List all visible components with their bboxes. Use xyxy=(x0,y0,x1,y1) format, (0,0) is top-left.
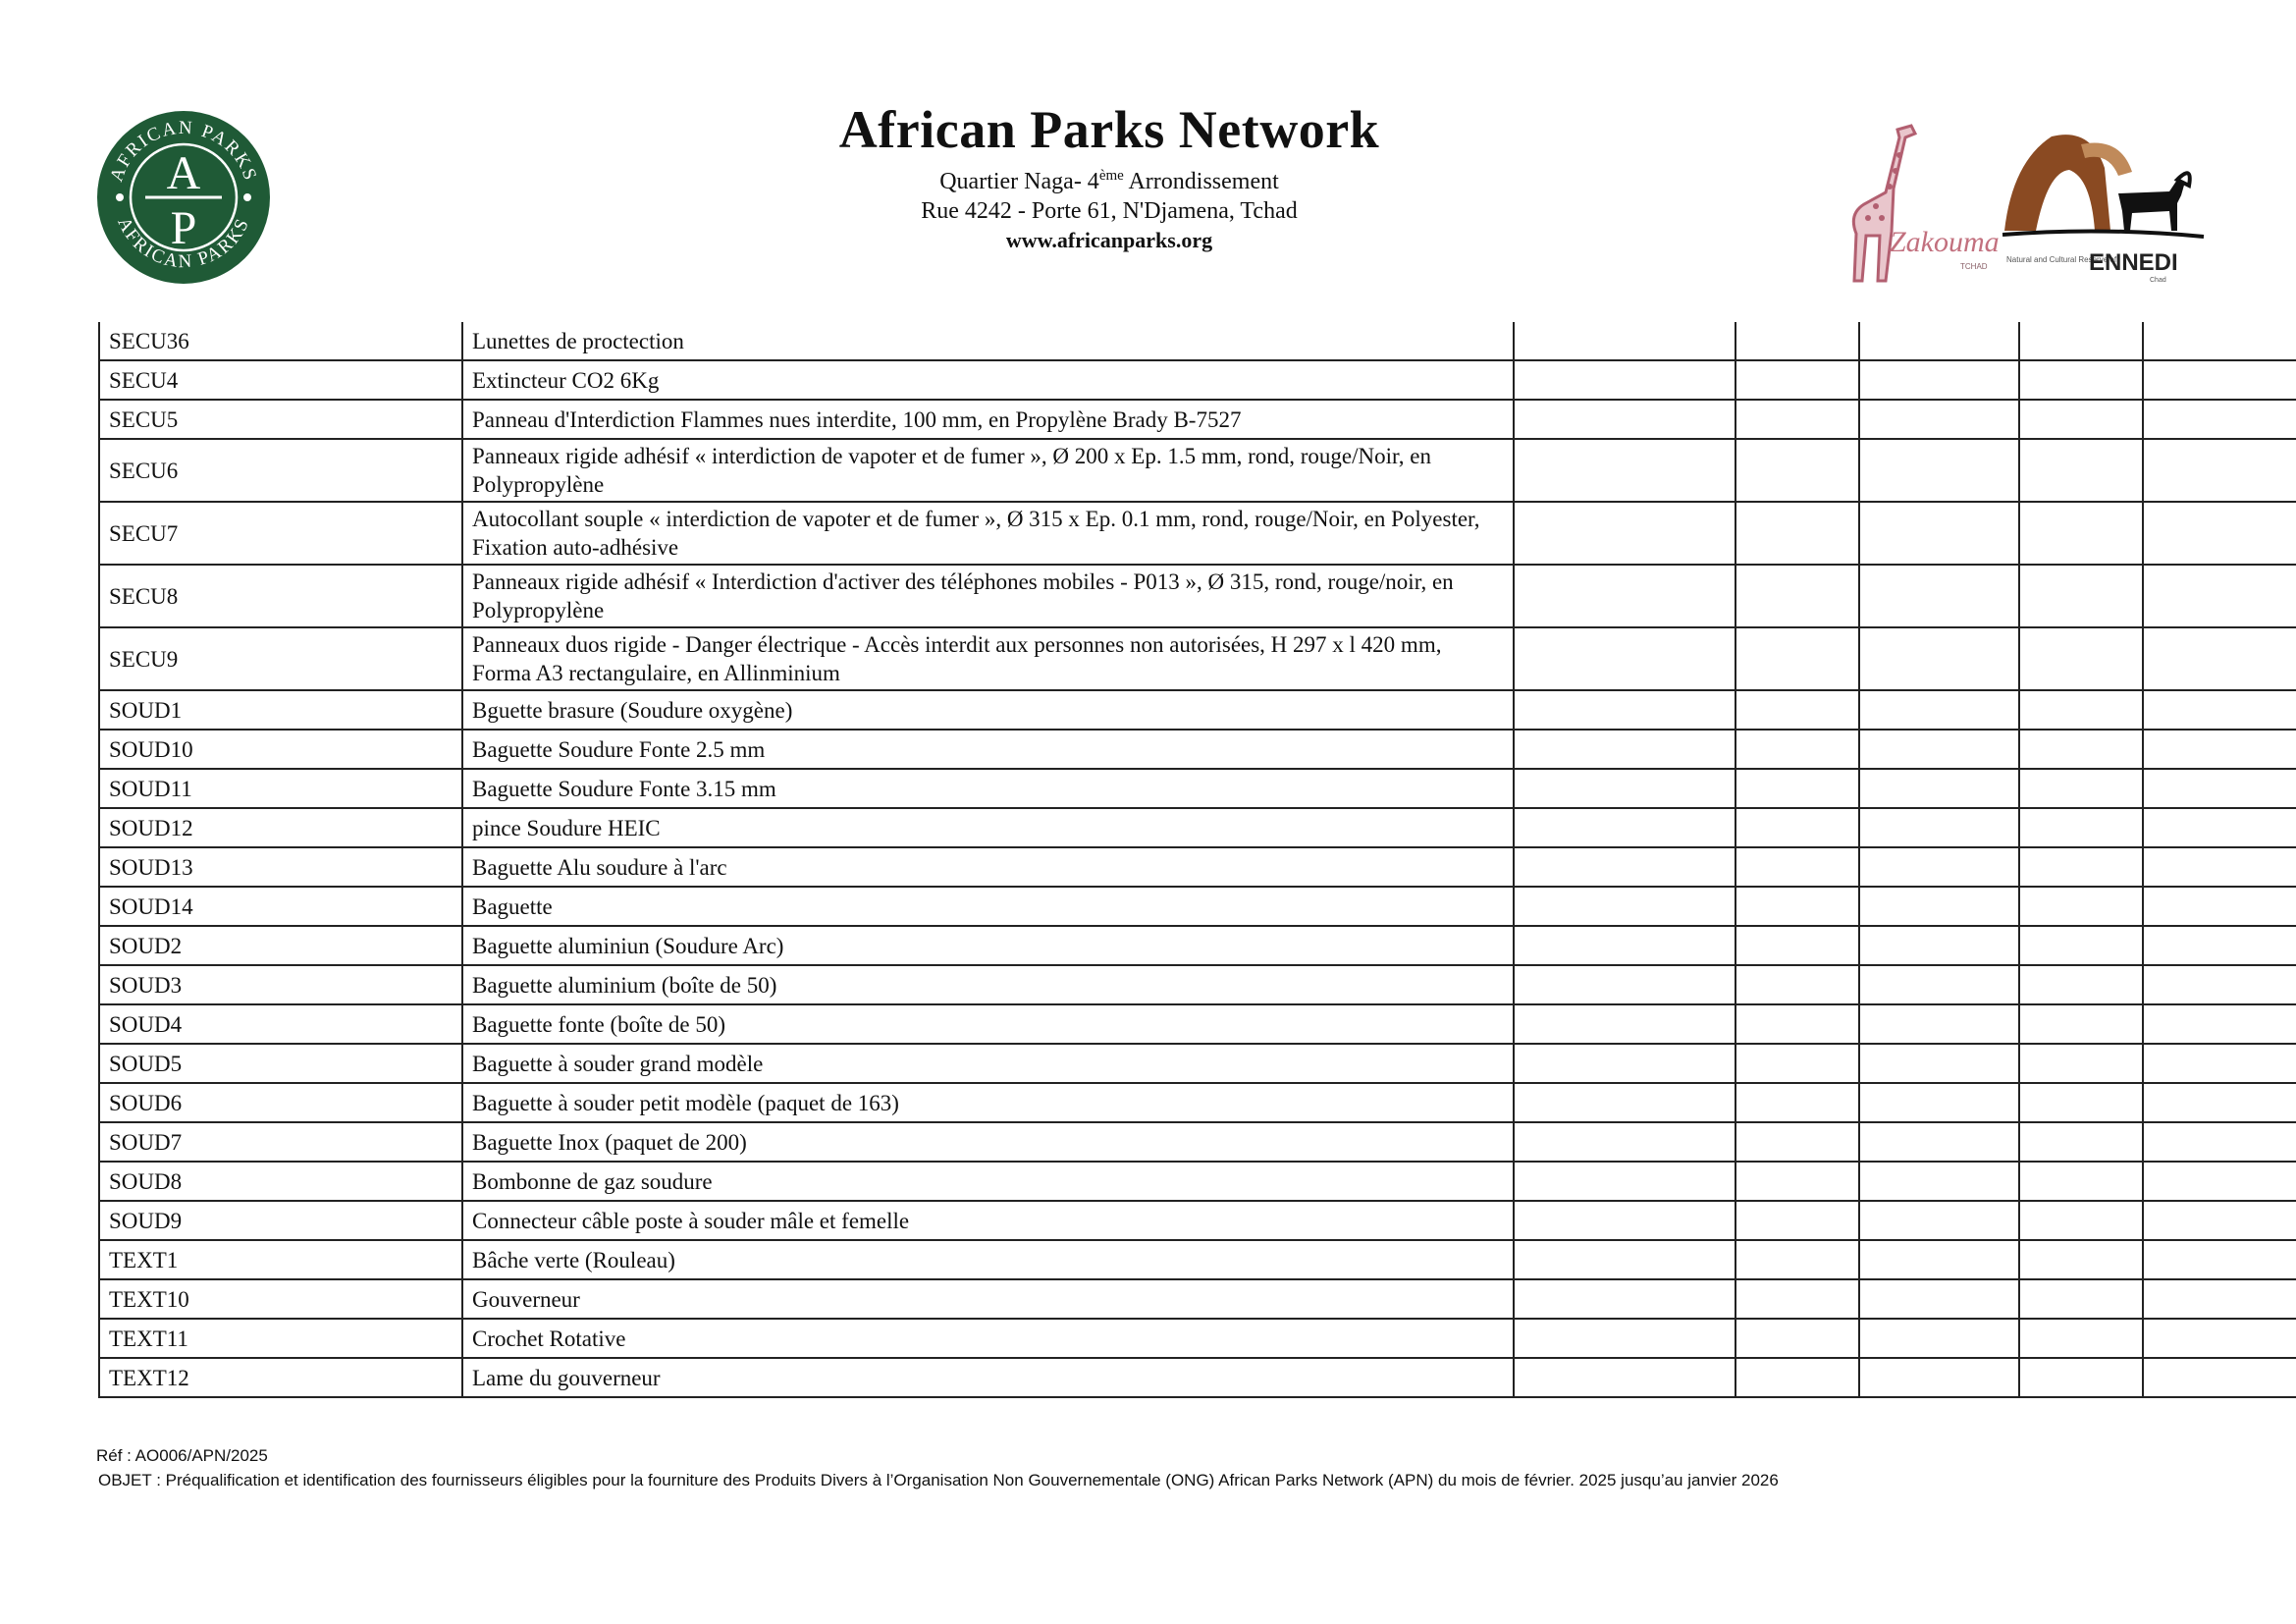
empty-cell xyxy=(2019,360,2143,400)
empty-cell xyxy=(1859,1122,2019,1162)
empty-cell xyxy=(2019,1004,2143,1044)
table-row xyxy=(99,1162,2296,1201)
empty-cell xyxy=(1859,360,2019,400)
item-code: SOUD3 xyxy=(99,965,462,1004)
item-code: SOUD11 xyxy=(99,769,462,808)
table-row xyxy=(99,1083,2296,1122)
empty-cell xyxy=(1735,769,1859,808)
empty-cell xyxy=(2143,1044,2296,1083)
empty-cell xyxy=(1514,926,1735,965)
empty-cell xyxy=(2019,926,2143,965)
table-row xyxy=(99,1201,2296,1240)
item-description: Baguette Alu soudure à l'arc xyxy=(462,847,1514,887)
empty-cell xyxy=(1859,400,2019,439)
ennedi-logo xyxy=(2002,133,2209,285)
ennedi-country: Chad xyxy=(2150,277,2166,284)
empty-cell xyxy=(1859,1201,2019,1240)
empty-cell xyxy=(1735,1201,1859,1240)
empty-cell xyxy=(1859,730,2019,769)
item-code: SOUD5 xyxy=(99,1044,462,1083)
empty-cell xyxy=(1859,847,2019,887)
arch-icon xyxy=(2004,135,2132,231)
empty-cell xyxy=(1859,1044,2019,1083)
empty-cell xyxy=(2143,502,2296,565)
table-row xyxy=(99,360,2296,400)
item-description: Baguette aluminium (boîte de 50) xyxy=(462,965,1514,1004)
empty-cell xyxy=(2143,1240,2296,1279)
empty-cell xyxy=(2019,730,2143,769)
empty-cell xyxy=(1859,769,2019,808)
table-row xyxy=(99,1319,2296,1358)
empty-cell xyxy=(2019,690,2143,730)
empty-cell xyxy=(1514,502,1735,565)
item-code: SECU8 xyxy=(99,565,462,627)
empty-cell xyxy=(2019,808,2143,847)
empty-cell xyxy=(2019,502,2143,565)
empty-cell xyxy=(1735,1122,1859,1162)
empty-cell xyxy=(1514,565,1735,627)
empty-cell xyxy=(2019,1240,2143,1279)
item-description: Baguette xyxy=(462,887,1514,926)
empty-cell xyxy=(2143,769,2296,808)
empty-cell xyxy=(2019,322,2143,360)
empty-cell xyxy=(1735,400,1859,439)
logo-ring-text-top: AFRICAN PARKS xyxy=(106,117,261,185)
empty-cell xyxy=(1735,1044,1859,1083)
zakouma-text: Zakouma xyxy=(1890,226,2000,258)
empty-cell xyxy=(2019,1083,2143,1122)
item-description: Bguette brasure (Soudure oxygène) xyxy=(462,690,1514,730)
item-code: SOUD12 xyxy=(99,808,462,847)
item-code: SOUD8 xyxy=(99,1162,462,1201)
item-description: Gouverneur xyxy=(462,1279,1514,1319)
empty-cell xyxy=(1735,1240,1859,1279)
empty-cell xyxy=(1514,887,1735,926)
item-description: Baguette Inox (paquet de 200) xyxy=(462,1122,1514,1162)
item-description: Baguette Soudure Fonte 3.15 mm xyxy=(462,769,1514,808)
item-description: Baguette fonte (boîte de 50) xyxy=(462,1004,1514,1044)
empty-cell xyxy=(1859,887,2019,926)
empty-cell xyxy=(2143,565,2296,627)
empty-cell xyxy=(2019,400,2143,439)
empty-cell xyxy=(1514,400,1735,439)
table-row xyxy=(99,1358,2296,1397)
address-line-1: Quartier Naga- 4ème Arrondissement xyxy=(939,168,1279,194)
empty-cell xyxy=(2019,1279,2143,1319)
empty-cell xyxy=(1735,808,1859,847)
empty-cell xyxy=(1859,808,2019,847)
empty-cell xyxy=(1735,360,1859,400)
empty-cell xyxy=(2019,1044,2143,1083)
item-description: Lame du gouverneur xyxy=(462,1358,1514,1397)
empty-cell xyxy=(1859,690,2019,730)
logo-letter-p: P xyxy=(170,202,197,254)
empty-cell xyxy=(1735,1083,1859,1122)
table-row xyxy=(99,887,2296,926)
objet-text: OBJET : Préqualification et identification des fournisseurs éligibles pour la fourniture des Produits Divers à l’Organisation Non Gouvernementale (ONG) African Parks Network (APN) du mois de février. 2025 jusqu’au janvier 2026 xyxy=(98,1471,1779,1489)
empty-cell xyxy=(1735,690,1859,730)
reference: Réf : AO006/APN/2025 xyxy=(96,1446,268,1465)
empty-cell xyxy=(1859,1240,2019,1279)
empty-cell xyxy=(2019,565,2143,627)
empty-cell xyxy=(1514,439,1735,502)
item-description: Panneaux rigide adhésif « interdiction de vapoter et de fumer », Ø 200 x Ep. 1.5 mm, rond, rouge/Noir, en Polypropylène xyxy=(462,439,1514,502)
empty-cell xyxy=(2143,1083,2296,1122)
empty-cell xyxy=(1514,730,1735,769)
empty-cell xyxy=(2019,627,2143,690)
address-line-2: Rue 4242 - Porte 61, N'Djamena, Tchad xyxy=(921,198,1298,224)
empty-cell xyxy=(1859,1004,2019,1044)
item-description: Extincteur CO2 6Kg xyxy=(462,360,1514,400)
items-table-body xyxy=(99,322,2296,1397)
table-row xyxy=(99,439,2296,502)
empty-cell xyxy=(1514,322,1735,360)
african-parks-logo xyxy=(96,110,271,285)
empty-cell xyxy=(2143,360,2296,400)
item-description: Crochet Rotative xyxy=(462,1319,1514,1358)
item-code: SOUD2 xyxy=(99,926,462,965)
table-row xyxy=(99,690,2296,730)
empty-cell xyxy=(2019,965,2143,1004)
empty-cell xyxy=(1514,965,1735,1004)
table-row xyxy=(99,769,2296,808)
logo-letter-a: A xyxy=(166,147,201,199)
item-code: SECU4 xyxy=(99,360,462,400)
empty-cell xyxy=(2019,1319,2143,1358)
empty-cell xyxy=(2143,690,2296,730)
zakouma-logo xyxy=(1821,116,2002,283)
empty-cell xyxy=(1514,1279,1735,1319)
item-code: SOUD4 xyxy=(99,1004,462,1044)
empty-cell xyxy=(1514,847,1735,887)
empty-cell xyxy=(2143,1004,2296,1044)
item-description: pince Soudure HEIC xyxy=(462,808,1514,847)
empty-cell xyxy=(1735,439,1859,502)
item-description: Panneau d'Interdiction Flammes nues interdite, 100 mm, en Propylène Brady B-7527 xyxy=(462,400,1514,439)
item-description: Bombonne de gaz soudure xyxy=(462,1162,1514,1201)
item-code: SECU7 xyxy=(99,502,462,565)
empty-cell xyxy=(2143,627,2296,690)
table-row xyxy=(99,926,2296,965)
empty-cell xyxy=(2143,965,2296,1004)
empty-cell xyxy=(1514,1083,1735,1122)
empty-cell xyxy=(1514,769,1735,808)
table-row xyxy=(99,1279,2296,1319)
empty-cell xyxy=(2143,887,2296,926)
item-code: SOUD14 xyxy=(99,887,462,926)
item-description: Baguette à souder petit modèle (paquet de 163) xyxy=(462,1083,1514,1122)
empty-cell xyxy=(2143,730,2296,769)
empty-cell xyxy=(1735,965,1859,1004)
empty-cell xyxy=(1514,1358,1735,1397)
item-code: SOUD6 xyxy=(99,1083,462,1122)
empty-cell xyxy=(1859,439,2019,502)
empty-cell xyxy=(1514,1122,1735,1162)
empty-cell xyxy=(2143,1122,2296,1162)
empty-cell xyxy=(1735,1279,1859,1319)
empty-cell xyxy=(1859,1279,2019,1319)
empty-cell xyxy=(1514,1319,1735,1358)
table-row xyxy=(99,847,2296,887)
item-code: SECU6 xyxy=(99,439,462,502)
table-row xyxy=(99,730,2296,769)
empty-cell xyxy=(1735,730,1859,769)
item-code: SOUD13 xyxy=(99,847,462,887)
empty-cell xyxy=(1859,1319,2019,1358)
empty-cell xyxy=(2143,847,2296,887)
empty-cell xyxy=(2143,322,2296,360)
empty-cell xyxy=(2019,887,2143,926)
website-link[interactable]: www.africanparks.org xyxy=(1005,228,1213,252)
empty-cell xyxy=(1514,627,1735,690)
empty-cell xyxy=(2019,1122,2143,1162)
empty-cell xyxy=(1735,847,1859,887)
empty-cell xyxy=(1514,1004,1735,1044)
item-code: SECU5 xyxy=(99,400,462,439)
table-row xyxy=(99,502,2296,565)
item-code: TEXT11 xyxy=(99,1319,462,1358)
empty-cell xyxy=(1859,565,2019,627)
empty-cell xyxy=(2019,847,2143,887)
item-code: TEXT12 xyxy=(99,1358,462,1397)
empty-cell xyxy=(1735,1319,1859,1358)
empty-cell xyxy=(1859,627,2019,690)
empty-cell xyxy=(2143,1201,2296,1240)
item-code: SOUD1 xyxy=(99,690,462,730)
item-description: Panneaux rigide adhésif « Interdiction d'activer des téléphones mobiles - P013 », Ø 315, rond, rouge/noir, en Polypropylène xyxy=(462,565,1514,627)
empty-cell xyxy=(1735,627,1859,690)
item-code: SECU36 xyxy=(99,322,462,360)
empty-cell xyxy=(1859,322,2019,360)
table-row xyxy=(99,808,2296,847)
table-row xyxy=(99,1122,2296,1162)
table-row xyxy=(99,1240,2296,1279)
empty-cell xyxy=(1859,926,2019,965)
zakouma-country: TCHAD xyxy=(1960,262,1988,271)
empty-cell xyxy=(1514,360,1735,400)
items-table xyxy=(98,322,2296,1398)
item-code: TEXT1 xyxy=(99,1240,462,1279)
empty-cell xyxy=(1735,565,1859,627)
empty-cell xyxy=(1514,1044,1735,1083)
empty-cell xyxy=(1735,887,1859,926)
empty-cell xyxy=(2143,926,2296,965)
letterhead xyxy=(805,98,1414,255)
empty-cell xyxy=(2143,400,2296,439)
empty-cell xyxy=(2019,1162,2143,1201)
ennedi-subtitle: Natural and Cultural Reserve of xyxy=(2006,255,2117,264)
empty-cell xyxy=(1514,1162,1735,1201)
org-name: African Parks Network xyxy=(838,100,1380,159)
item-description: Lunettes de proctection xyxy=(462,322,1514,360)
table-row xyxy=(99,565,2296,627)
empty-cell xyxy=(1859,502,2019,565)
empty-cell xyxy=(1859,1162,2019,1201)
item-code: SECU9 xyxy=(99,627,462,690)
empty-cell xyxy=(1859,1358,2019,1397)
logo-ring-text-bottom: AFRICAN PARKS xyxy=(113,214,254,273)
table-row xyxy=(99,400,2296,439)
table-row xyxy=(99,322,2296,360)
empty-cell xyxy=(1514,808,1735,847)
empty-cell xyxy=(1514,690,1735,730)
item-code: SOUD7 xyxy=(99,1122,462,1162)
table-row xyxy=(99,1004,2296,1044)
empty-cell xyxy=(2143,1319,2296,1358)
empty-cell xyxy=(2019,769,2143,808)
empty-cell xyxy=(2019,1358,2143,1397)
empty-cell xyxy=(1859,1083,2019,1122)
empty-cell xyxy=(1514,1201,1735,1240)
table-row xyxy=(99,965,2296,1004)
empty-cell xyxy=(2019,1201,2143,1240)
item-description: Connecteur câble poste à souder mâle et femelle xyxy=(462,1201,1514,1240)
item-description: Bâche verte (Rouleau) xyxy=(462,1240,1514,1279)
empty-cell xyxy=(2143,1162,2296,1201)
empty-cell xyxy=(1859,965,2019,1004)
empty-cell xyxy=(1735,1004,1859,1044)
ennedi-text: ENNEDI xyxy=(2089,249,2178,276)
item-description: Baguette Soudure Fonte 2.5 mm xyxy=(462,730,1514,769)
empty-cell xyxy=(1514,1240,1735,1279)
table-row xyxy=(99,1044,2296,1083)
goat-icon xyxy=(2118,173,2190,231)
item-description: Baguette à souder grand modèle xyxy=(462,1044,1514,1083)
empty-cell xyxy=(1735,502,1859,565)
empty-cell xyxy=(2143,808,2296,847)
empty-cell xyxy=(1735,1358,1859,1397)
empty-cell xyxy=(2143,1358,2296,1397)
empty-cell xyxy=(2143,1279,2296,1319)
item-code: TEXT10 xyxy=(99,1279,462,1319)
table-row xyxy=(99,627,2296,690)
item-description: Panneaux duos rigide - Danger électrique - Accès interdit aux personnes non autorisées, H 297 x l 420 mm, Forma A3 rectangulaire, en Allinminium xyxy=(462,627,1514,690)
item-description: Baguette aluminiun (Soudure Arc) xyxy=(462,926,1514,965)
empty-cell xyxy=(1735,322,1859,360)
empty-cell xyxy=(1735,926,1859,965)
empty-cell xyxy=(2019,439,2143,502)
item-code: SOUD10 xyxy=(99,730,462,769)
item-code: SOUD9 xyxy=(99,1201,462,1240)
empty-cell xyxy=(2143,439,2296,502)
empty-cell xyxy=(1735,1162,1859,1201)
item-description: Autocollant souple « interdiction de vapoter et de fumer », Ø 315 x Ep. 0.1 mm, rond, rouge/Noir, en Polyester, Fixation auto-adhésive xyxy=(462,502,1514,565)
